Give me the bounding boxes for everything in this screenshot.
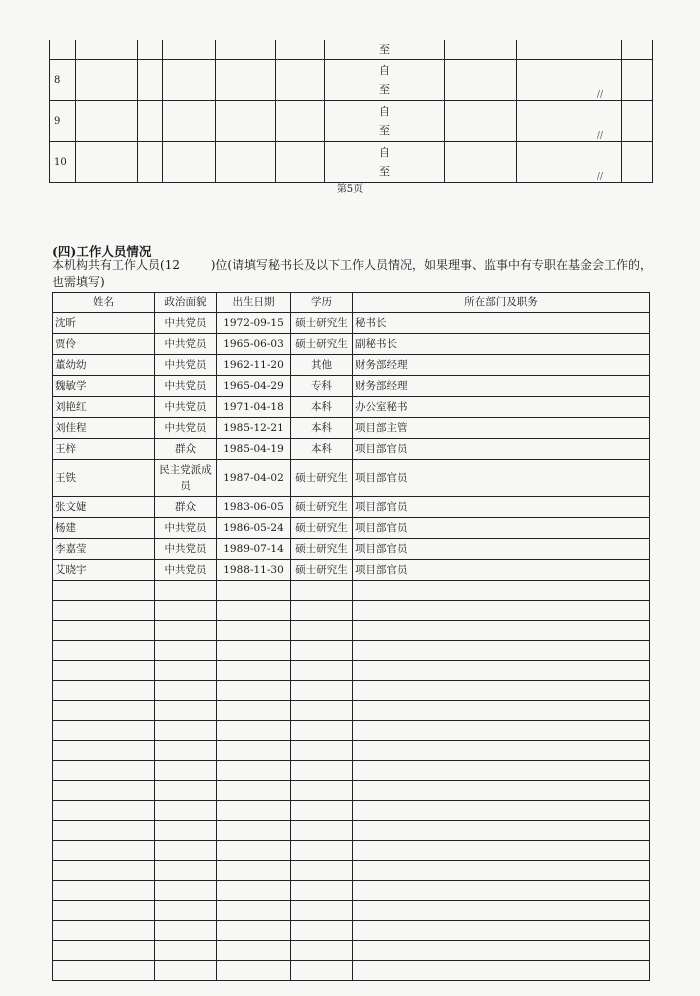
empty-cell	[291, 841, 353, 861]
empty-cell	[353, 881, 650, 901]
education: 本科	[291, 397, 353, 418]
empty-cell	[353, 801, 650, 821]
empty-cell	[353, 841, 650, 861]
department-position: 项目部官员	[353, 560, 650, 581]
empty-cell	[217, 661, 291, 681]
empty-cell	[217, 941, 291, 961]
row-number: 10	[50, 142, 76, 183]
department-position: 项目部官员	[353, 518, 650, 539]
intro-text-after: )位(请填写秘书长及以下工作人员情况，如果理事、监事中有专职在基金会工作的，也需填写)	[52, 258, 653, 289]
empty-cell	[217, 901, 291, 921]
empty-cell	[53, 761, 155, 781]
education: 硕士研究生	[291, 560, 353, 581]
empty-row	[53, 901, 650, 921]
empty-cell	[217, 741, 291, 761]
empty-cell	[155, 661, 217, 681]
empty-row	[53, 841, 650, 861]
empty-cell	[155, 801, 217, 821]
row-number: 9	[50, 101, 76, 142]
empty-cell	[353, 601, 650, 621]
empty-cell	[53, 921, 155, 941]
staff-name: 王铁	[53, 460, 155, 497]
education: 硕士研究生	[291, 313, 353, 334]
empty-row	[53, 661, 650, 681]
staff-name: 贾伶	[53, 334, 155, 355]
staff-name: 李嘉莹	[53, 539, 155, 560]
staff-name: 董幼幼	[53, 355, 155, 376]
birth-date: 1983-06-05	[217, 497, 291, 518]
department-position: 项目部官员	[353, 497, 650, 518]
political-status: 中共党员	[155, 313, 217, 334]
table-row	[53, 497, 650, 518]
empty-cell	[291, 921, 353, 941]
empty-cell	[353, 781, 650, 801]
empty-cell	[353, 961, 650, 981]
department-position: 副秘书长	[353, 334, 650, 355]
staff-name: 艾晓宇	[53, 560, 155, 581]
birth-date: 1988-11-30	[217, 560, 291, 581]
political-status: 民主党派成员	[155, 460, 217, 497]
birth-date: 1965-04-29	[217, 376, 291, 397]
empty-row	[53, 721, 650, 741]
political-status: 中共党员	[155, 418, 217, 439]
empty-cell	[53, 901, 155, 921]
slash-mark: //	[517, 142, 622, 183]
department-position: 财务部经理	[353, 376, 650, 397]
header-birth-date: 出生日期	[217, 293, 291, 313]
birth-date: 1987-04-02	[217, 460, 291, 497]
date-range	[325, 101, 445, 142]
empty-cell	[353, 741, 650, 761]
table-row	[53, 334, 650, 355]
empty-cell	[291, 601, 353, 621]
empty-cell	[291, 661, 353, 681]
department-position: 秘书长	[353, 313, 650, 334]
staff-table-body	[53, 313, 650, 981]
empty-cell	[217, 601, 291, 621]
staff-name: 杨建	[53, 518, 155, 539]
empty-cell	[291, 741, 353, 761]
empty-cell	[291, 701, 353, 721]
empty-cell	[155, 861, 217, 881]
date-range-from: 自	[379, 64, 390, 77]
table-row	[53, 313, 650, 334]
education: 硕士研究生	[291, 334, 353, 355]
political-status: 中共党员	[155, 334, 217, 355]
empty-cell	[155, 961, 217, 981]
empty-cell	[53, 601, 155, 621]
table-row	[53, 418, 650, 439]
empty-cell	[217, 921, 291, 941]
empty-cell	[217, 821, 291, 841]
table-row	[50, 40, 653, 60]
empty-cell	[353, 901, 650, 921]
empty-cell	[217, 881, 291, 901]
empty-cell	[217, 861, 291, 881]
empty-cell	[53, 861, 155, 881]
empty-row	[53, 681, 650, 701]
empty-cell	[291, 941, 353, 961]
empty-cell	[291, 961, 353, 981]
empty-cell	[155, 821, 217, 841]
empty-row	[53, 821, 650, 841]
empty-row	[53, 961, 650, 981]
department-position: 项目部官员	[353, 460, 650, 497]
empty-cell	[353, 941, 650, 961]
education: 硕士研究生	[291, 497, 353, 518]
staff-name: 沈昕	[53, 313, 155, 334]
previous-page-table	[49, 40, 653, 183]
empty-cell	[291, 901, 353, 921]
empty-cell	[155, 921, 217, 941]
empty-cell	[291, 881, 353, 901]
staff-name: 王梓	[53, 439, 155, 460]
table-row	[53, 460, 650, 497]
department-position: 项目部官员	[353, 439, 650, 460]
header-political-status: 政治面貌	[155, 293, 217, 313]
empty-cell	[217, 961, 291, 981]
empty-cell	[217, 721, 291, 741]
staff-name: 魏敏学	[53, 376, 155, 397]
empty-cell	[53, 701, 155, 721]
empty-cell	[291, 781, 353, 801]
empty-cell	[217, 841, 291, 861]
empty-cell	[353, 761, 650, 781]
empty-cell	[291, 681, 353, 701]
empty-cell	[53, 881, 155, 901]
empty-cell	[155, 741, 217, 761]
empty-cell	[291, 861, 353, 881]
education: 其他	[291, 355, 353, 376]
empty-cell	[353, 921, 650, 941]
empty-cell	[155, 641, 217, 661]
table-row	[53, 539, 650, 560]
empty-cell	[155, 781, 217, 801]
empty-cell	[217, 641, 291, 661]
empty-cell	[291, 761, 353, 781]
education: 本科	[291, 418, 353, 439]
birth-date: 1989-07-14	[217, 539, 291, 560]
table-row	[50, 142, 653, 183]
empty-cell	[155, 941, 217, 961]
empty-cell	[217, 621, 291, 641]
staff-name: 刘艳红	[53, 397, 155, 418]
empty-cell	[291, 581, 353, 601]
table-row	[53, 397, 650, 418]
table-row	[53, 439, 650, 460]
empty-row	[53, 601, 650, 621]
education: 硕士研究生	[291, 539, 353, 560]
table-row	[50, 101, 653, 142]
empty-cell	[155, 581, 217, 601]
empty-cell	[53, 781, 155, 801]
page-number: 第5页	[336, 184, 364, 195]
empty-cell	[155, 881, 217, 901]
empty-cell	[217, 681, 291, 701]
empty-cell	[353, 661, 650, 681]
political-status: 中共党员	[155, 539, 217, 560]
empty-cell	[291, 801, 353, 821]
empty-cell	[353, 641, 650, 661]
department-position: 办公室秘书	[353, 397, 650, 418]
empty-cell	[155, 701, 217, 721]
empty-cell	[155, 601, 217, 621]
empty-cell	[217, 761, 291, 781]
empty-cell	[353, 681, 650, 701]
empty-row	[53, 781, 650, 801]
empty-cell	[353, 701, 650, 721]
empty-row	[53, 761, 650, 781]
empty-row	[53, 941, 650, 961]
political-status: 中共党员	[155, 376, 217, 397]
empty-cell	[53, 961, 155, 981]
empty-row	[53, 701, 650, 721]
table-row	[53, 355, 650, 376]
birth-date: 1985-04-19	[217, 439, 291, 460]
department-position: 财务部经理	[353, 355, 650, 376]
date-range	[325, 60, 445, 101]
empty-cell	[155, 621, 217, 641]
intro-text-before: 本机构共有工作人员(	[52, 258, 165, 272]
empty-cell	[53, 741, 155, 761]
empty-cell	[291, 821, 353, 841]
political-status: 中共党员	[155, 355, 217, 376]
political-status: 中共党员	[155, 560, 217, 581]
row-number: 8	[50, 60, 76, 101]
empty-row	[53, 641, 650, 661]
empty-row	[53, 861, 650, 881]
birth-date: 1971-04-18	[217, 397, 291, 418]
date-range	[325, 142, 445, 183]
header-education: 学历	[291, 293, 353, 313]
empty-cell	[155, 721, 217, 741]
empty-cell	[53, 621, 155, 641]
staff-table	[52, 292, 650, 981]
empty-cell	[353, 621, 650, 641]
empty-cell	[291, 721, 353, 741]
date-range-to: 至	[379, 124, 390, 137]
empty-row	[53, 581, 650, 601]
empty-cell	[53, 721, 155, 741]
table-row	[53, 518, 650, 539]
education: 硕士研究生	[291, 460, 353, 497]
empty-cell	[53, 821, 155, 841]
date-range-to: 至	[325, 40, 445, 60]
empty-cell	[155, 901, 217, 921]
table-row	[53, 376, 650, 397]
birth-date: 1962-11-20	[217, 355, 291, 376]
empty-cell	[353, 721, 650, 741]
empty-row	[53, 801, 650, 821]
date-range-to: 至	[379, 165, 390, 178]
table-row	[50, 60, 653, 101]
staff-name: 张文婕	[53, 497, 155, 518]
department-position: 项目部主管	[353, 418, 650, 439]
political-status: 群众	[155, 497, 217, 518]
education: 硕士研究生	[291, 518, 353, 539]
date-range-to: 至	[379, 83, 390, 96]
birth-date: 1985-12-21	[217, 418, 291, 439]
empty-cell	[53, 581, 155, 601]
section-intro	[52, 257, 662, 291]
staff-count: 12	[164, 258, 180, 272]
table-row	[53, 560, 650, 581]
empty-cell	[53, 801, 155, 821]
slash-mark: //	[517, 101, 622, 142]
staff-name: 刘佳程	[53, 418, 155, 439]
political-status: 中共党员	[155, 518, 217, 539]
education: 本科	[291, 439, 353, 460]
header-name: 姓名	[53, 293, 155, 313]
empty-cell	[353, 861, 650, 881]
empty-cell	[217, 801, 291, 821]
empty-row	[53, 621, 650, 641]
empty-cell	[291, 621, 353, 641]
empty-cell	[155, 841, 217, 861]
empty-cell	[53, 641, 155, 661]
empty-cell	[353, 581, 650, 601]
empty-row	[53, 881, 650, 901]
section-title: (四)工作人员情况	[52, 244, 152, 259]
header-department-position: 所在部门及职务	[353, 293, 650, 313]
birth-date: 1965-06-03	[217, 334, 291, 355]
education: 专科	[291, 376, 353, 397]
political-status: 中共党员	[155, 397, 217, 418]
empty-cell	[53, 941, 155, 961]
empty-cell	[53, 661, 155, 681]
table-header-row	[53, 293, 650, 313]
empty-cell	[53, 681, 155, 701]
date-range-from: 自	[379, 146, 390, 159]
empty-row	[53, 921, 650, 941]
slash-mark: //	[517, 60, 622, 101]
empty-cell	[217, 701, 291, 721]
empty-cell	[217, 781, 291, 801]
birth-date: 1972-09-15	[217, 313, 291, 334]
empty-row	[53, 741, 650, 761]
empty-cell	[217, 581, 291, 601]
political-status: 群众	[155, 439, 217, 460]
department-position: 项目部官员	[353, 539, 650, 560]
birth-date: 1986-05-24	[217, 518, 291, 539]
empty-cell	[353, 821, 650, 841]
empty-cell	[53, 841, 155, 861]
empty-cell	[291, 641, 353, 661]
empty-cell	[155, 681, 217, 701]
date-range-from: 自	[379, 105, 390, 118]
empty-cell	[155, 761, 217, 781]
